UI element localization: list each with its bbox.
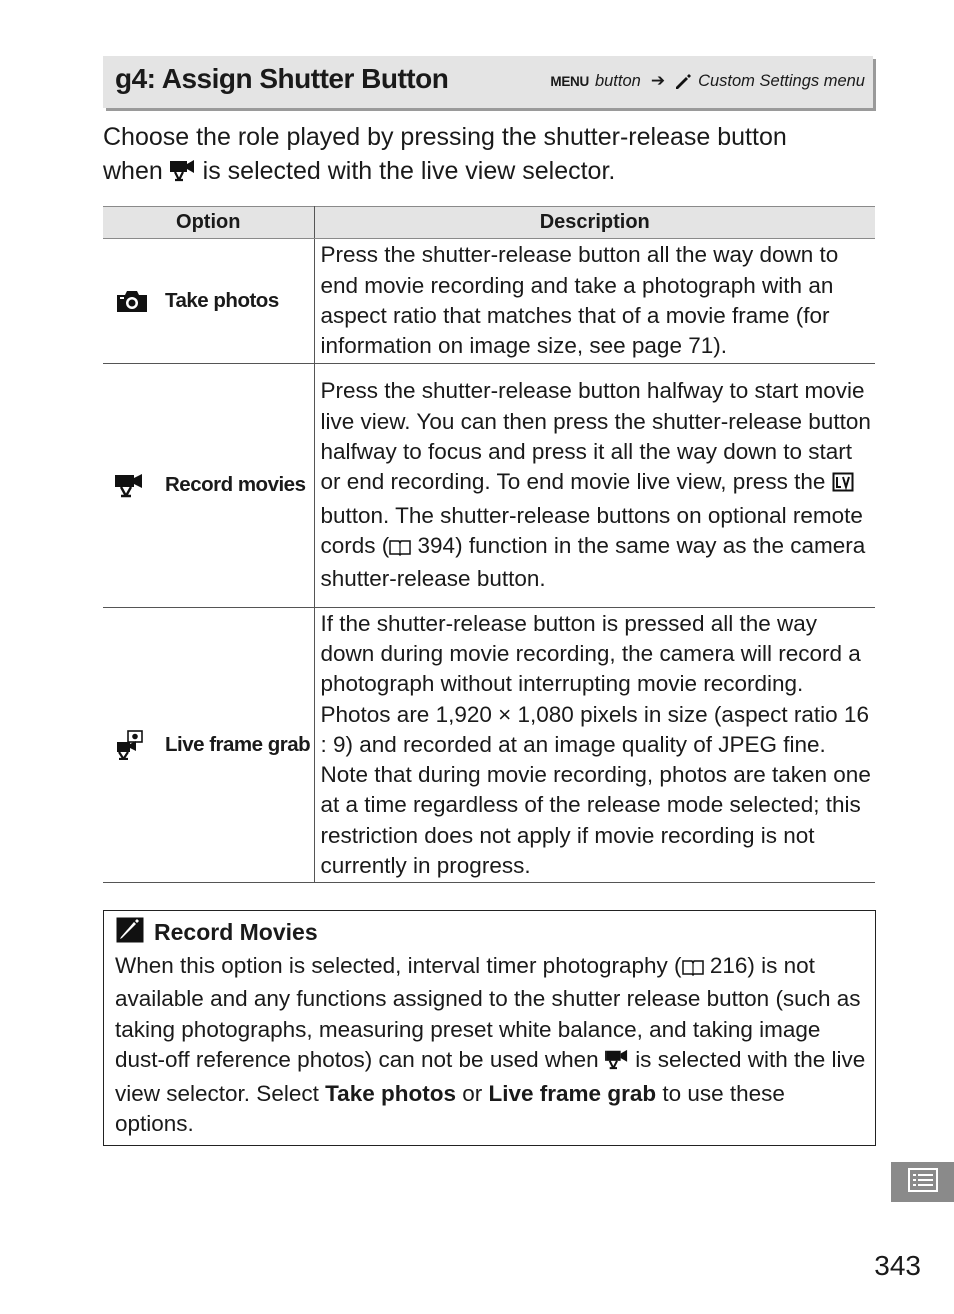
description-cell: Press the shutter-release button all the way down to end movie recording and take a photograph with an aspect ratio that matches that of a movie frame (for information on image size, see page 71). bbox=[314, 239, 875, 364]
page-title: g4: Assign Shutter Button bbox=[115, 63, 449, 94]
live-frame-grab-icon bbox=[115, 730, 165, 760]
live-frame-grab-reference: Live frame grab bbox=[488, 1080, 657, 1106]
movie-camera-icon bbox=[605, 1048, 629, 1078]
breadcrumb bbox=[550, 71, 865, 91]
header-description: Description bbox=[314, 207, 875, 239]
take-photos-reference: Take photos bbox=[325, 1080, 456, 1106]
header-option: Option bbox=[103, 207, 314, 239]
breadcrumb-menu-name: Custom Settings menu bbox=[698, 71, 865, 90]
menu-list-icon bbox=[908, 1168, 938, 1197]
menu-button-label: MENU bbox=[550, 73, 589, 89]
option-label: Record movies bbox=[165, 473, 306, 497]
table-row bbox=[103, 364, 875, 608]
lv-button-icon bbox=[832, 470, 854, 500]
camera-icon bbox=[115, 289, 165, 313]
description-cell: If the shutter-release button is pressed all the way down during movie recording, the camera will record a photograph without interrupting movie recording. Photos are 1,920 × 1,080 pixels in size (aspect ratio 16 : 9) and recorded at an image quality of JPEG fine. Note that during movie recording, photos are taken one at a time regardless of the release mode selected; this restriction does not apply if movie recording is not currently in progress. bbox=[314, 608, 875, 883]
book-icon bbox=[389, 534, 411, 564]
intro-line-1: Choose the role played by pressing the shutter-release button bbox=[103, 123, 787, 151]
section-title-bar bbox=[103, 56, 873, 108]
book-icon bbox=[682, 954, 704, 984]
table-header-row bbox=[103, 207, 875, 239]
intro-paragraph bbox=[103, 120, 883, 191]
options-table bbox=[103, 206, 875, 883]
option-label: Take photos bbox=[165, 288, 279, 312]
option-cell bbox=[103, 608, 314, 883]
movie-camera-icon bbox=[170, 157, 196, 191]
breadcrumb-button-text: button bbox=[594, 71, 641, 90]
movie-camera-icon bbox=[115, 472, 165, 498]
note-box bbox=[103, 910, 876, 1146]
option-cell bbox=[103, 239, 314, 364]
note-body: When this option is selected, interval timer photography ( 216) is not available and any functions assigned to the shutter release button (such as taking photographs, measuring preset white balance, and taking image dust-off reference photos) can not be used when is selected with the live view selector. Select Take photos or Live frame grab to use these options. bbox=[115, 953, 866, 1137]
arrow-right-icon: ➔ bbox=[650, 71, 666, 90]
option-cell bbox=[103, 364, 314, 608]
table-row bbox=[103, 608, 875, 883]
pencil-icon bbox=[675, 73, 692, 90]
option-label: Live frame grab bbox=[165, 732, 311, 756]
intro-line-2: when is selected with the live view selector. bbox=[103, 154, 883, 191]
table-row bbox=[103, 239, 875, 364]
note-header bbox=[116, 917, 318, 948]
note-pencil-icon bbox=[116, 917, 144, 948]
page-number: 343 bbox=[874, 1250, 921, 1281]
description-cell: Press the shutter-release button halfway to start movie live view. You can then press the shutter-release button halfway to focus and press it all the way down to start or end recording. To end movie live view, press the button. The shutter-release buttons on optional remote cords ( 394) function in the same way as the camera shutter-release button. bbox=[314, 364, 875, 608]
custom-settings-tab bbox=[891, 1162, 954, 1202]
note-title: Record Movies bbox=[154, 919, 318, 945]
